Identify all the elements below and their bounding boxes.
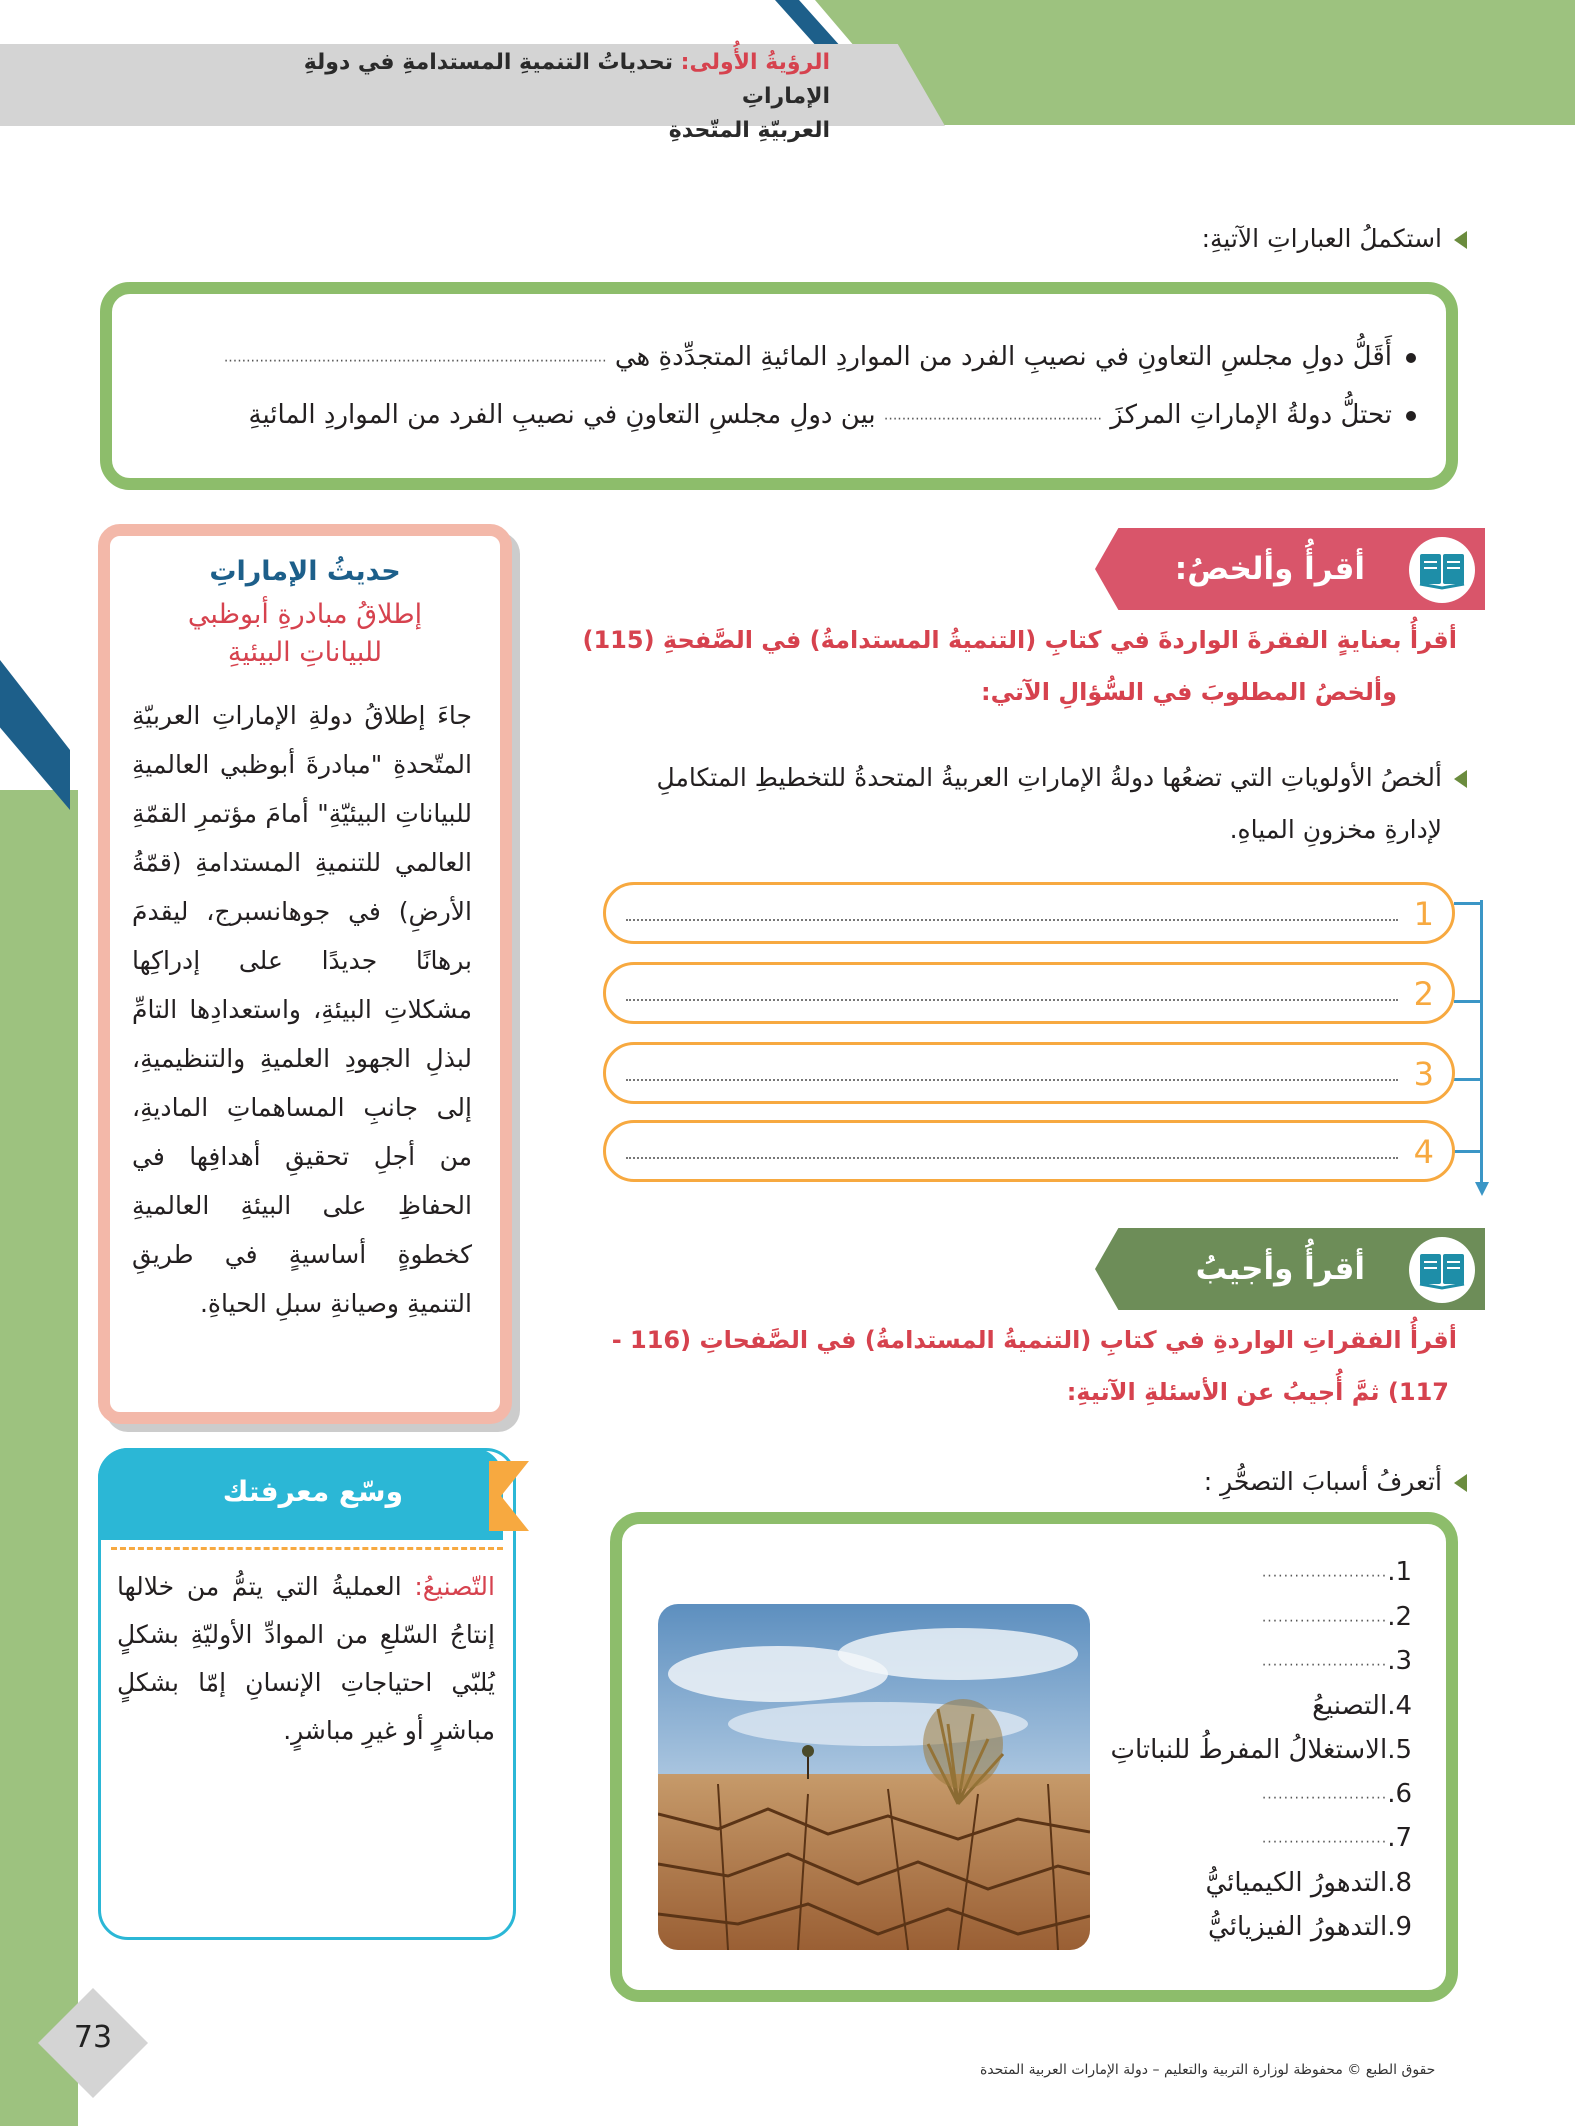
bullet-icon [1406, 353, 1416, 363]
summarize-instruction [577, 614, 1457, 718]
answer-blank[interactable]: ................................................. [883, 407, 1102, 424]
bracket-tick [1454, 1000, 1480, 1003]
cause-item [1111, 1861, 1412, 1905]
cause-item [1111, 1595, 1412, 1640]
cause-number: 8. [1387, 1867, 1412, 1898]
cause-item [1111, 1816, 1412, 1861]
answer-number: 4 [1413, 1133, 1434, 1171]
answer-row-1[interactable] [603, 882, 1455, 944]
left-blue-stripe [0, 660, 70, 810]
pointer-icon [1454, 1474, 1467, 1492]
summarize-instruction-line2: وألخصُ المطلوبَ في السُّؤالِ الآتي: [980, 678, 1397, 706]
book-icon [1409, 1237, 1475, 1303]
complete-instruction-text: استكملُ العباراتِ الآتيةِ: [1201, 224, 1442, 253]
left-green-band [0, 790, 78, 2126]
banner-read-summarize [1095, 528, 1485, 610]
bracket-tick [1454, 902, 1480, 905]
bracket-tick [1454, 1150, 1480, 1153]
answer-number: 3 [1413, 1055, 1434, 1093]
cause-item [1111, 1728, 1412, 1772]
know-term: التّصنيعُ: [414, 1572, 495, 1601]
page-number: 73 [73, 2020, 113, 2055]
answer-row-2[interactable] [603, 962, 1455, 1024]
complete-item-1-text: أَقَلُّ دولِ مجلسِ التعاونِ في نصيبِ الفرد من المواردِ المائيةِ المتجدِّدةِ هي [614, 342, 1392, 372]
answer-line[interactable] [626, 999, 1398, 1001]
cause-number: 6. [1387, 1778, 1412, 1809]
answer-blank[interactable]: ...................................................................................... [223, 349, 607, 366]
answer-number: 1 [1413, 895, 1434, 933]
cause-text: الاستغلالُ المفرطُ للنباتاتِ [1110, 1734, 1388, 1765]
copyright: حقوق الطبع © محفوظة لوزارة التربية والتعليم – دولة الإمارات العربية المتحدة [980, 2062, 1436, 2078]
cause-number: 7. [1387, 1823, 1412, 1853]
news-subtitle-line2: للبياناتِ البيئيةِ [227, 637, 383, 668]
banner-read-answer [1095, 1228, 1485, 1310]
complete-item-1 [224, 342, 1416, 372]
answer-instruction-line1: أقرأُ الفقراتِ الواردةِ في كتابِ (التنميةُ المستدامةُ) في الصَّفحاتِ (116 - [611, 1326, 1457, 1354]
cause-item [1111, 1905, 1412, 1949]
cause-text: التدهورُ الفيزيائيُّ [1208, 1911, 1388, 1942]
causes-box [610, 1512, 1458, 2002]
complete-instruction [1202, 224, 1467, 253]
answer-blank[interactable]: ....................... [1261, 1609, 1388, 1625]
divider [111, 1547, 503, 1550]
cause-number: 3. [1387, 1646, 1412, 1676]
header-kicker: الرؤيةُ الأُولى: [680, 50, 830, 75]
complete-box [100, 282, 1458, 490]
answer-line[interactable] [626, 1157, 1398, 1159]
summarize-question-line1: ألخصُ الأولوياتِ التي تضعُها دولةُ الإماراتِ العربيةُ المتحدةُ للتخطيطِ المتكاملِ [656, 763, 1442, 792]
bracket-tick [1454, 1078, 1480, 1081]
answer-row-4[interactable] [603, 1120, 1455, 1182]
news-subtitle-line1: إطلاقُ مبادرةِ أبوظبي [187, 599, 423, 630]
news-title: حديثُ الإماراتِ [209, 556, 401, 587]
answer-blank[interactable]: ....................... [1261, 1653, 1388, 1670]
banner-title: أقرأُ وأجيبُ [1195, 1251, 1365, 1287]
causes-question-text: أتعرفُ أسبابَ التصحُّرِ : [1203, 1467, 1442, 1496]
cause-number: 4. [1387, 1690, 1412, 1721]
cause-text: التدهورُ الكيميائيُّ [1205, 1867, 1388, 1898]
cause-number: 2. [1387, 1601, 1412, 1632]
book-icon [1409, 537, 1475, 603]
know-title: وسّع معرفتك [222, 1475, 403, 1508]
arrow-down-icon [1475, 1182, 1489, 1196]
know-tab-decoration [489, 1461, 529, 1531]
summarize-question-line2: لإدارةِ مخزونِ المياهِ. [1229, 815, 1442, 844]
header-title-line1: تحدياتُ التنميةِ المستدامةِ في دولةِ الإماراتِ [303, 50, 830, 109]
answer-row-3[interactable] [603, 1042, 1455, 1104]
news-subtitle [110, 596, 500, 672]
complete-item-2-text-b: بين دولِ مجلسِ التعاونِ في نصيبِ الفرد من المواردِ المائيةِ [248, 400, 876, 430]
cause-item [1111, 1684, 1412, 1728]
pointer-icon [1454, 770, 1467, 788]
bracket-line [1480, 900, 1483, 1185]
cause-text: التصنيعُ [1312, 1690, 1388, 1721]
cause-number: 9. [1387, 1911, 1412, 1942]
answer-line[interactable] [626, 919, 1398, 921]
emirates-news-box [98, 524, 512, 1424]
cause-item [1111, 1772, 1412, 1817]
cause-item [1111, 1639, 1412, 1684]
know-body [117, 1563, 495, 1755]
news-body: جاءَ إطلاقُ دولةِ الإماراتِ العربيّةِ المتّحدةِ "مبادرةَ أبوظبي العالميةِ للبياناتِ البيئيّةِ" أمامَ مؤتمرِ القمّةِ العالمي للتنميةِ المستدامةِ (قمّةُ الأرضِ) في جوهانسبرج، ليقدمَ برهانًا جديدًا على إدراكِها مشكلاتِ البيئةِ، واستعدادِها التامِّ لبذلِ الجهودِ العلميةِ والتنظيميةِ، إلى جانبِ المساهماتِ الماديةِ، من أجلِ تحقيقِ أهدافِها في الحفاظِ على البيئةِ العالميةِ كخطوةٍ أساسيةٍ في طريقِ التنميةِ وصيانةِ سبلِ الحياةِ. [132, 701, 472, 1318]
answer-instruction-line2: 117) ثمَّ أُجيبُ عن الأسئلةِ الآتيةِ: [1066, 1378, 1449, 1406]
cause-item [1111, 1550, 1412, 1595]
causes-question [667, 1456, 1467, 1508]
answer-number: 2 [1413, 975, 1434, 1013]
complete-item-2-text-a: تحتلُّ دولةُ الإماراتِ المركزَ [1110, 400, 1392, 430]
summarize-question [567, 752, 1467, 856]
banner-title: أقرأُ وألخصُ: [1174, 551, 1365, 587]
expand-knowledge-box [98, 1448, 516, 1940]
summarize-instruction-line1: أقرأُ بعنايةٍ الفقرةَ الواردةَ في كتابِ (التنميةُ المستدامةُ) في الصَّفحةِ (115) [582, 626, 1457, 654]
cause-number: 5. [1387, 1734, 1412, 1765]
know-definition: العمليةُ التي يتمُّ من خلالها إنتاجُ السّلعِ من الموادِّ الأوليّةِ بشكلٍ يُلبّي احتياجاتِ الإنسانِ إمّا بشكلٍ مباشرٍ أو غيرِ مباشرٍ. [117, 1572, 495, 1745]
header-title-line2: العربيّةِ المتّحدةِ [668, 118, 830, 143]
page-header [270, 46, 830, 148]
answer-blank[interactable]: ....................... [1261, 1830, 1388, 1847]
desert-photo [658, 1604, 1090, 1950]
answer-blank[interactable]: ....................... [1261, 1786, 1388, 1802]
answer-blank[interactable]: ....................... [1261, 1564, 1388, 1581]
cause-number: 1. [1387, 1557, 1412, 1587]
answer-line[interactable] [626, 1079, 1398, 1081]
complete-item-2 [249, 400, 1416, 430]
pointer-icon [1454, 231, 1467, 249]
causes-list [1111, 1550, 1412, 1949]
bullet-icon [1406, 411, 1416, 421]
answer-instruction [557, 1314, 1457, 1418]
